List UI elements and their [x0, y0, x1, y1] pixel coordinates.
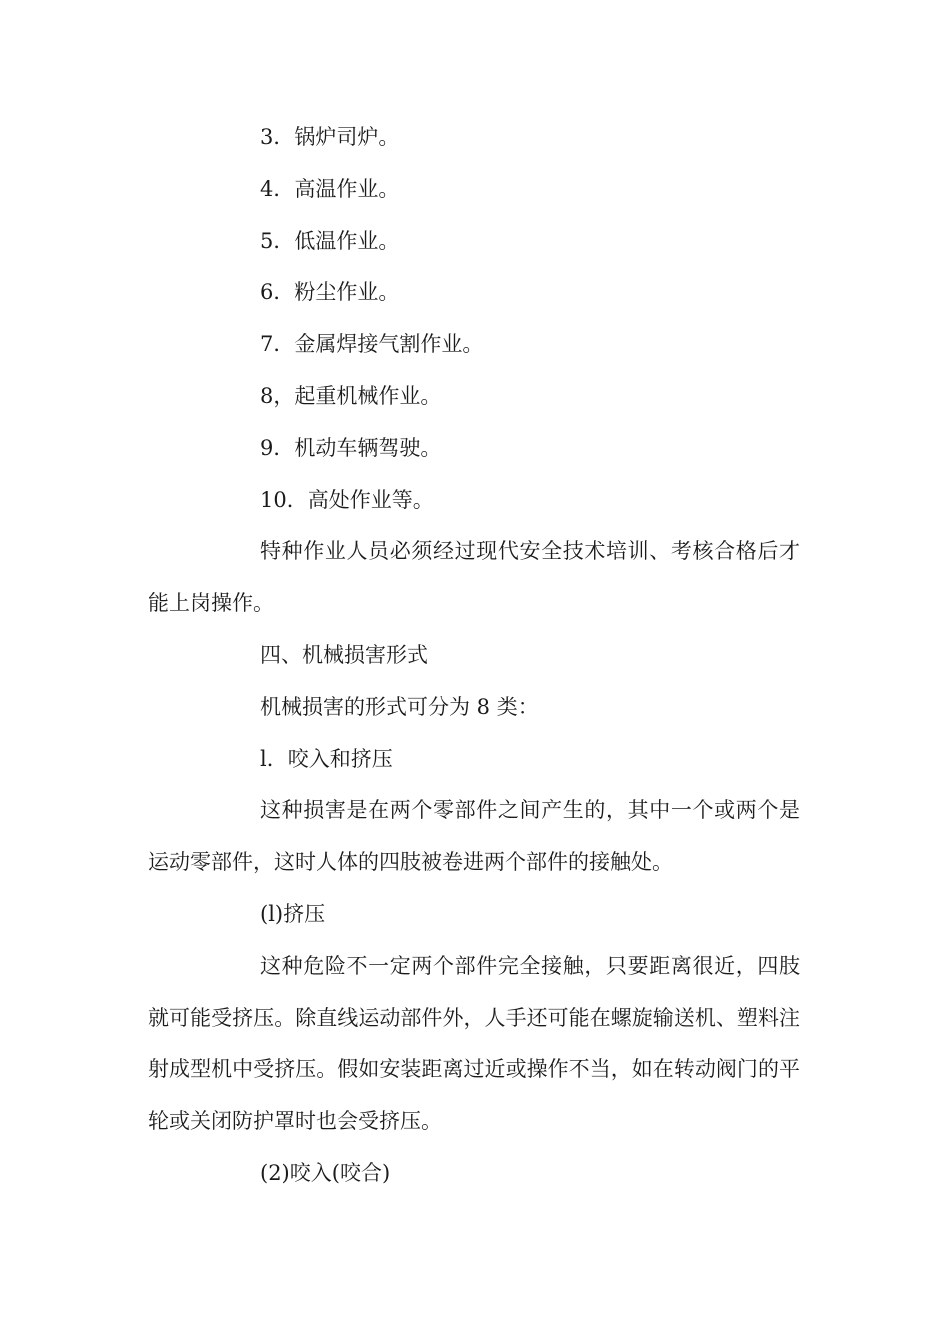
document-body	[148, 112, 800, 1200]
list-item-welding: 7．金属焊接气割作业。	[260, 332, 484, 357]
subheading-bite: (2)咬入(咬合)	[260, 1160, 391, 1185]
subheading-crushing: l．咬入和挤压	[260, 746, 393, 771]
paragraph-training: 特种作业人员必须经过现代安全技术培训、考核合格后才能上岗操作。	[148, 539, 800, 616]
list-item-dust: 6．粉尘作业。	[260, 280, 400, 305]
section-heading: 四、机械损害形式	[260, 642, 428, 667]
list-item-boiler: 3．锅炉司炉。	[260, 125, 400, 149]
list-item-height-work: 10．高处作业等。	[260, 487, 434, 512]
paragraph-categories: 机械损害的形式可分为 8 类：	[260, 694, 539, 719]
list-item-lifting: 8，起重机械作业。	[260, 383, 442, 408]
list-item-low-temperature: 5．低温作业。	[260, 228, 400, 253]
list-item-driving: 9．机动车辆驾驶。	[260, 435, 442, 460]
list-item-high-temperature: 4．高温作业。	[260, 176, 400, 201]
paragraph-squeeze-desc: 这种危险不一定两个部件完全接触，只要距离很近，四肢就可能受挤压。除直线运动部件外，人手还可能在螺旋输送机、塑料注射成型机中受挤压。假如安装距离过近或操作不当，如在转动阀门的平轮或关闭防护罩时也会受挤压。	[148, 953, 800, 1134]
paragraph-crushing-desc: 这种损害是在两个零部件之间产生的，其中一个或两个是运动零部件，这时人体的四肢被卷进两个部件的接触处。	[148, 798, 800, 875]
subheading-squeeze: (l)挤压	[260, 901, 326, 926]
